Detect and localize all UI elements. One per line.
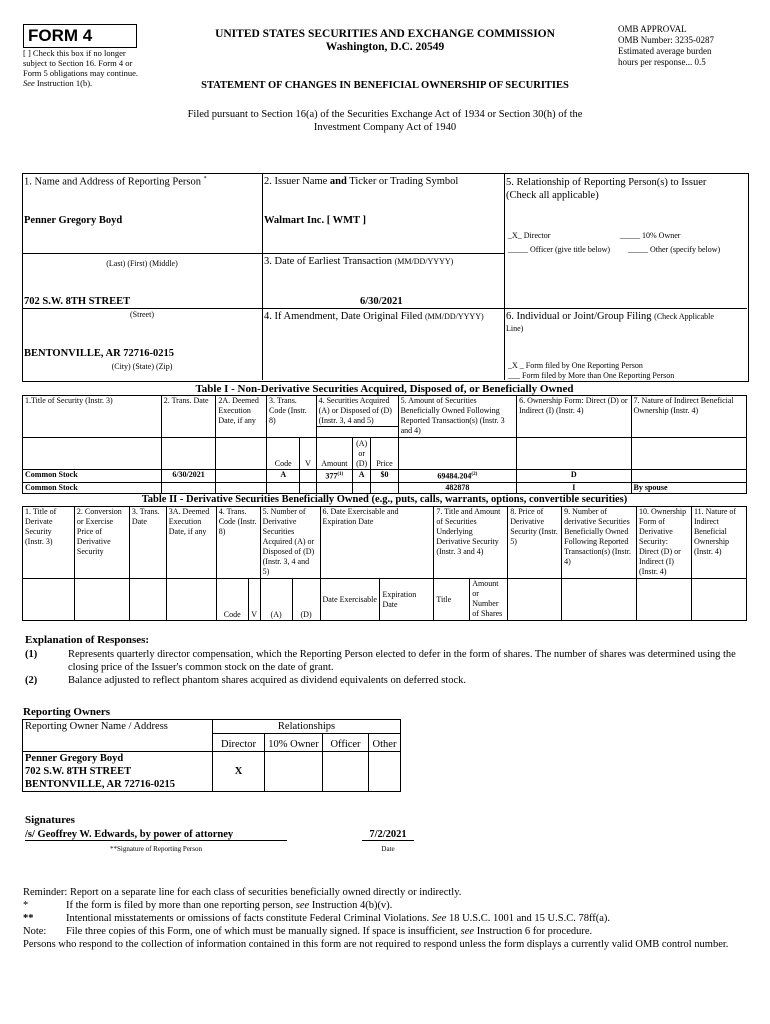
owners-col-10pct: 10% Owner <box>265 734 323 752</box>
city-sublabel: (City) (State) (Zip) <box>111 362 173 371</box>
t2-header-date: 3. Trans. Date <box>129 507 166 579</box>
t1-header-acquired: 4. Securities Acquired (A) or Disposed of (D) (Instr. 3, 4 and 5) <box>316 396 398 427</box>
t2-sub-title: Title <box>434 579 470 621</box>
footnote-double-star: ** Intentional misstatements or omissions of facts constitute Federal Criminal Violations. See 18 U.S.C. 1001 and 15 U.S.C. 78ff(a). <box>23 913 611 924</box>
box3-label: 3. Date of Earliest Transaction (MM/DD/YYYY) <box>264 256 454 267</box>
t1-header-owned: 5. Amount of Securities Beneficially Owned Following Reported Transaction(s) (Instr. 3 and 4) <box>398 396 516 438</box>
owner-director-mark: X <box>213 752 265 792</box>
statement-title: STATEMENT OF CHANGES IN BENEFICIAL OWNERSHIP OF SECURITIES <box>201 80 569 91</box>
explanation-item: (2) Balance adjusted to reflect phantom shares acquired as dividend equivalents on deferred stock. <box>25 675 466 686</box>
form-title: FORM 4 <box>23 24 137 48</box>
t1-sub-v: V <box>300 438 316 470</box>
filing-option-one: _X _ Form filed by One Reporting Person <box>508 361 643 370</box>
explanation-list <box>25 648 747 687</box>
signer-name: /s/ Geoffrey W. Edwards, by power of attorney <box>25 829 287 841</box>
table-row: Common Stock 482878 I By spouse <box>23 482 747 493</box>
t2-header-exercisable: 6. Date Exercisable and Expiration Date <box>320 507 434 579</box>
table-row: Penner Gregory Boyd 702 S.W. 8TH STREET BENTONVILLE, AR 72716-0215 X <box>23 752 401 792</box>
owners-col-relationships: Relationships <box>213 720 401 734</box>
owners-col-name: Reporting Owner Name / Address <box>23 720 213 752</box>
t1-header-date: 2. Trans. Date <box>161 396 216 438</box>
t1-header-deemed: 2A. Deemed Execution Date, if any <box>216 396 267 438</box>
relationship-officer: _____ Officer (give title below) <box>508 245 611 254</box>
relationship-director: _X_ Director <box>508 231 551 240</box>
checkbox-note: [ ] Check this box if no longer subject to Section 16. Form 4 or Form 5 obligations may continue. See Instruction 1(b). <box>23 48 138 88</box>
table1-title: Table I - Non-Derivative Securities Acquired, Disposed of, or Beneficially Owned <box>195 383 574 395</box>
owners-table <box>22 719 401 792</box>
t1-header-nature: 7. Nature of Indirect Beneficial Ownership (Instr. 4) <box>631 396 747 438</box>
t1-sub-price: Price <box>371 438 398 470</box>
relationship-other: _____ Other (specify below) <box>628 245 721 254</box>
t2-header-price: 8. Price of Derivative Security (Instr. 5) <box>508 507 562 579</box>
t2-header-title: 1. Title of Derivate Security (Instr. 3) <box>23 507 75 579</box>
box6-label: 6. Individual or Joint/Group Filing (Check Applicable Line) <box>506 311 714 333</box>
reporting-person-city: BENTONVILLE, AR 72716-0215 <box>24 348 175 359</box>
omb-approval: OMB APPROVAL OMB Number: 3235-0287 Estimated average burden hours per response... 0.5 <box>618 24 714 67</box>
t2-header-conversion: 2. Conversion or Exercise Price of Derivative Security <box>74 507 129 579</box>
owners-title: Reporting Owners <box>23 706 111 718</box>
box5-label: 5. Relationship of Reporting Person(s) to Issuer (Check all applicable) <box>506 177 707 201</box>
owners-col-director: Director <box>213 734 265 752</box>
omb-persons-notice: Persons who respond to the collection of information contained in this form are not required to respond unless the form displays a currently valid OMB control number. <box>23 939 729 950</box>
footer-notes <box>23 886 748 951</box>
relationship-10pct: _____ 10% Owner <box>620 231 681 240</box>
t2-header-owned: 9. Number of derivative Securities Beneficially Owned Following Reported Transaction(s) (Instr. 4) <box>562 507 637 579</box>
reminder-text: Reminder: Report on a separate line for each class of securities beneficially owned directly or indirectly. <box>23 887 462 898</box>
t1-sub-aord: (A) or (D) <box>353 438 371 470</box>
explanation-title: Explanation of Responses: <box>25 634 150 646</box>
reporting-person-street: 702 S.W. 8TH STREET <box>24 296 131 307</box>
reporting-person-name: Penner Gregory Boyd <box>24 215 123 226</box>
t2-sub-date-exercisable: Date Exercisable <box>320 579 380 621</box>
owners-col-officer: Officer <box>323 734 369 752</box>
t2-sub-code: Code <box>216 579 248 621</box>
t2-sub-expiration: Expiration Date <box>380 579 434 621</box>
signatures-title: Signatures <box>25 814 75 826</box>
footnote-note: Note: File three copies of this Form, one of which must be manually signed. If space is insufficient, see Instruction 6 for procedure. <box>23 926 593 937</box>
t2-header-number: 5. Number of Derivative Securities Acquired (A) or Disposed of (D) (Instr. 3, 4 and 5) <box>260 507 320 579</box>
t1-header-form: 6. Ownership Form: Direct (D) or Indirect (I) (Instr. 4) <box>517 396 631 438</box>
t2-header-nature: 11. Nature of Indirect Beneficial Ownership (Instr. 4) <box>691 507 746 579</box>
agency-heading: UNITED STATES SECURITIES AND EXCHANGE COMMISSION Washington, D.C. 20549 <box>215 28 555 53</box>
table1 <box>22 395 747 494</box>
t2-header-code: 4. Trans. Code (Instr. 8) <box>216 507 260 579</box>
footnote-single-star: * If the form is filed by more than one reporting person, see Instruction 4(b)(v). <box>23 900 393 911</box>
t2-sub-amount: Amount or Number of Shares <box>470 579 508 621</box>
t1-sub-code: Code <box>267 438 300 470</box>
street-sublabel: (Street) <box>130 310 154 319</box>
table-row: Common Stock 6/30/2021 A 377$^{(1)}$ A $0 69484.204$^{(2)}$ D <box>23 470 747 483</box>
date-label: Date <box>381 845 395 853</box>
signature-date: 7/2/2021 <box>362 829 414 841</box>
table2 <box>22 506 747 621</box>
owners-col-other: Other <box>369 734 401 752</box>
t2-header-underlying: 7. Title and Amount of Securities Underlying Derivative Security (Instr. 3 and 4) <box>434 507 508 579</box>
t2-header-form: 10. Ownership Form of Derivative Security: Direct (D) or Indirect (I) (Instr. 4) <box>637 507 692 579</box>
signature-label: **Signature of Reporting Person <box>110 845 202 853</box>
box4-label: 4. If Amendment, Date Original Filed (MM/DD/YYYY) <box>264 311 484 322</box>
earliest-transaction-date: 6/30/2021 <box>360 296 403 307</box>
t1-header-code: 3. Trans. Code (Instr. 8) <box>267 396 317 438</box>
box2-label: 2. Issuer Name and Ticker or Trading Symbol <box>264 176 459 187</box>
filed-pursuant: Filed pursuant to Section 16(a) of the Securities Exchange Act of 1934 or Section 30(h) of the Investment Company Act of 1940 <box>187 109 583 133</box>
t2-sub-d: (D) <box>292 579 320 621</box>
filing-option-group: ___ Form filed by More than One Reporting Person <box>508 371 675 380</box>
issuer-name: Walmart Inc. [ WMT ] <box>264 215 366 226</box>
t2-header-deemed: 3A. Deemed Execution Date, if any <box>166 507 216 579</box>
explanation-item: (1) Represents quarterly director compensation, which the Reporting Person elected to defer in the form of shares. The number of shares was determined using the closing price of the Issuer's common stock on the date of grant. <box>25 649 736 673</box>
table2-title: Table II - Derivative Securities Beneficially Owned (e.g., puts, calls, warrants, options, convertible securities) <box>141 494 628 505</box>
t2-sub-a: (A) <box>260 579 292 621</box>
box1-label: 1. Name and Address of Reporting Person * <box>24 176 207 188</box>
t2-sub-v: V <box>248 579 260 621</box>
t1-header-title: 1.Title of Security (Instr. 3) <box>23 396 162 438</box>
name-sublabel: (Last) (First) (Middle) <box>106 259 178 268</box>
t1-sub-amount: Amount <box>316 438 352 470</box>
